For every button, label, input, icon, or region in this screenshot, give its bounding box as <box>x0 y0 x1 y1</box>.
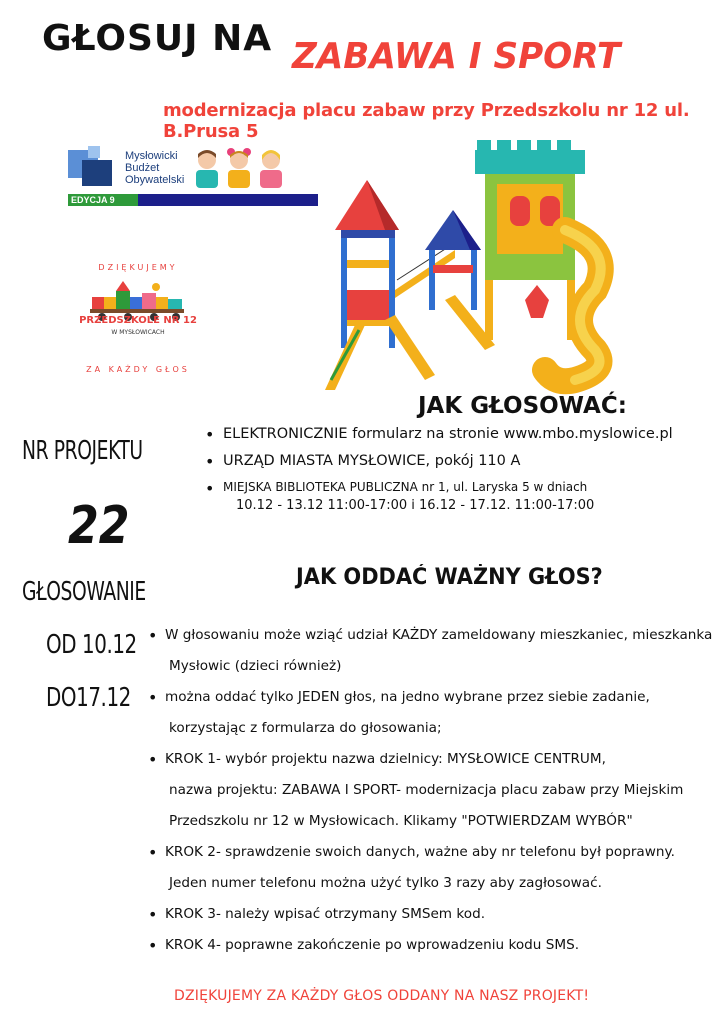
vote-method-city-hall: • URZĄD MIASTA MYSŁOWICE, pokój 110 A <box>205 453 715 469</box>
mbo-edition-badge: EDYCJA 9 <box>68 194 138 206</box>
rule-one-vote <box>148 682 718 744</box>
preschool-city: W MYSŁOWICACH <box>111 329 165 336</box>
voting-label: GŁOSOWANIE <box>22 577 146 607</box>
mbo-name-line3: Obywatelski <box>125 174 185 186</box>
preschool-top-text: DZIĘKUJEMY <box>98 263 178 272</box>
rule-line: Jeden numer telefonu można użyć tylko 3 razy aby zagłosować. <box>169 875 602 891</box>
preschool-logo <box>68 255 208 395</box>
project-number: 22 <box>68 496 130 556</box>
rule-line: Przedszkolu nr 12 w Mysłowicach. Klikamy "POTWIERDZAM WYBÓR" <box>169 813 633 829</box>
rule-line: • KROK 4- poprawne zakończenie po wprowadzeniu kodu SMS. <box>165 937 580 953</box>
mbo-logo <box>68 146 318 208</box>
voting-to: DO17.12 <box>46 683 131 713</box>
valid-vote-rules <box>148 620 718 961</box>
mbo-name <box>125 150 184 186</box>
mbo-name-line1: Mysłowicki <box>125 150 178 162</box>
vote-method-online: • ELEKTRONICZNIE formularz na stronie www.mbo.myslowice.pl <box>205 426 715 442</box>
rule-line: • KROK 2- sprawdzenie swoich danych, ważne aby nr telefonu był poprawny. <box>165 844 675 860</box>
rule-line: Mysłowic (dzieci również) <box>169 658 342 674</box>
rule-line: • KROK 3- należy wpisać otrzymany SMSem kod. <box>165 906 486 922</box>
children-icon <box>193 148 288 190</box>
rule-line: nazwa projektu: ZABAWA I SPORT- modernizacja placu zabaw przy Miejskim <box>169 782 684 798</box>
rule-step-2 <box>148 837 718 899</box>
preschool-bottom-text: ZA KAŻDY GŁOS <box>86 365 190 374</box>
rule-who-can-vote <box>148 620 718 682</box>
rule-line: • można oddać tylko JEDEN głos, na jedno wybrane przez siebie zadanie, <box>165 689 650 705</box>
mbo-name-line2: Budżet <box>125 162 160 174</box>
library-address: MIEJSKA BIBLIOTEKA PUBLICZNA nr 1, ul. Laryska 5 w dniach <box>223 480 588 494</box>
preschool-name: PRZEDSZKOLE NR 12 <box>79 315 197 326</box>
subtitle: modernizacja placu zabaw przy Przedszkolu nr 12 ul. B.Prusa 5 <box>163 100 690 142</box>
footer-thanks: DZIĘKUJEMY ZA KAŻDY GŁOS ODDANY NA NASZ PROJEKT! <box>174 988 590 1004</box>
rule-line: • KROK 1- wybór projektu nazwa dzielnicy: MYSŁOWICE CENTRUM, <box>165 751 606 767</box>
mbo-mark-icon <box>68 146 120 190</box>
title-prefix: GŁOSUJ NA <box>42 18 273 59</box>
rule-step-4 <box>148 930 718 961</box>
vote-method-library <box>205 480 715 513</box>
voting-from: OD 10.12 <box>46 630 137 660</box>
rule-line: korzystając z formularza do głosowania; <box>169 720 442 736</box>
how-to-vote-list <box>205 426 715 524</box>
library-hours: 10.12 - 13.12 11:00-17:00 i 16.12 - 17.12. 11:00-17:00 <box>236 498 595 513</box>
playground-illustration <box>325 140 615 402</box>
rule-step-3 <box>148 899 718 930</box>
project-title: ZABAWA I SPORT <box>292 36 621 77</box>
project-number-label: NR PROJEKTU <box>22 436 143 466</box>
how-to-vote-heading: JAK GŁOSOWAĆ: <box>418 393 627 419</box>
rule-line: • W głosowaniu może wziąć udział KAŻDY zameldowany mieszkaniec, mieszkanka <box>165 627 713 643</box>
rule-step-1 <box>148 744 718 837</box>
valid-vote-heading: JAK ODDAĆ WAŻNY GŁOS? <box>296 565 603 590</box>
mbo-edition-bar <box>138 194 318 206</box>
